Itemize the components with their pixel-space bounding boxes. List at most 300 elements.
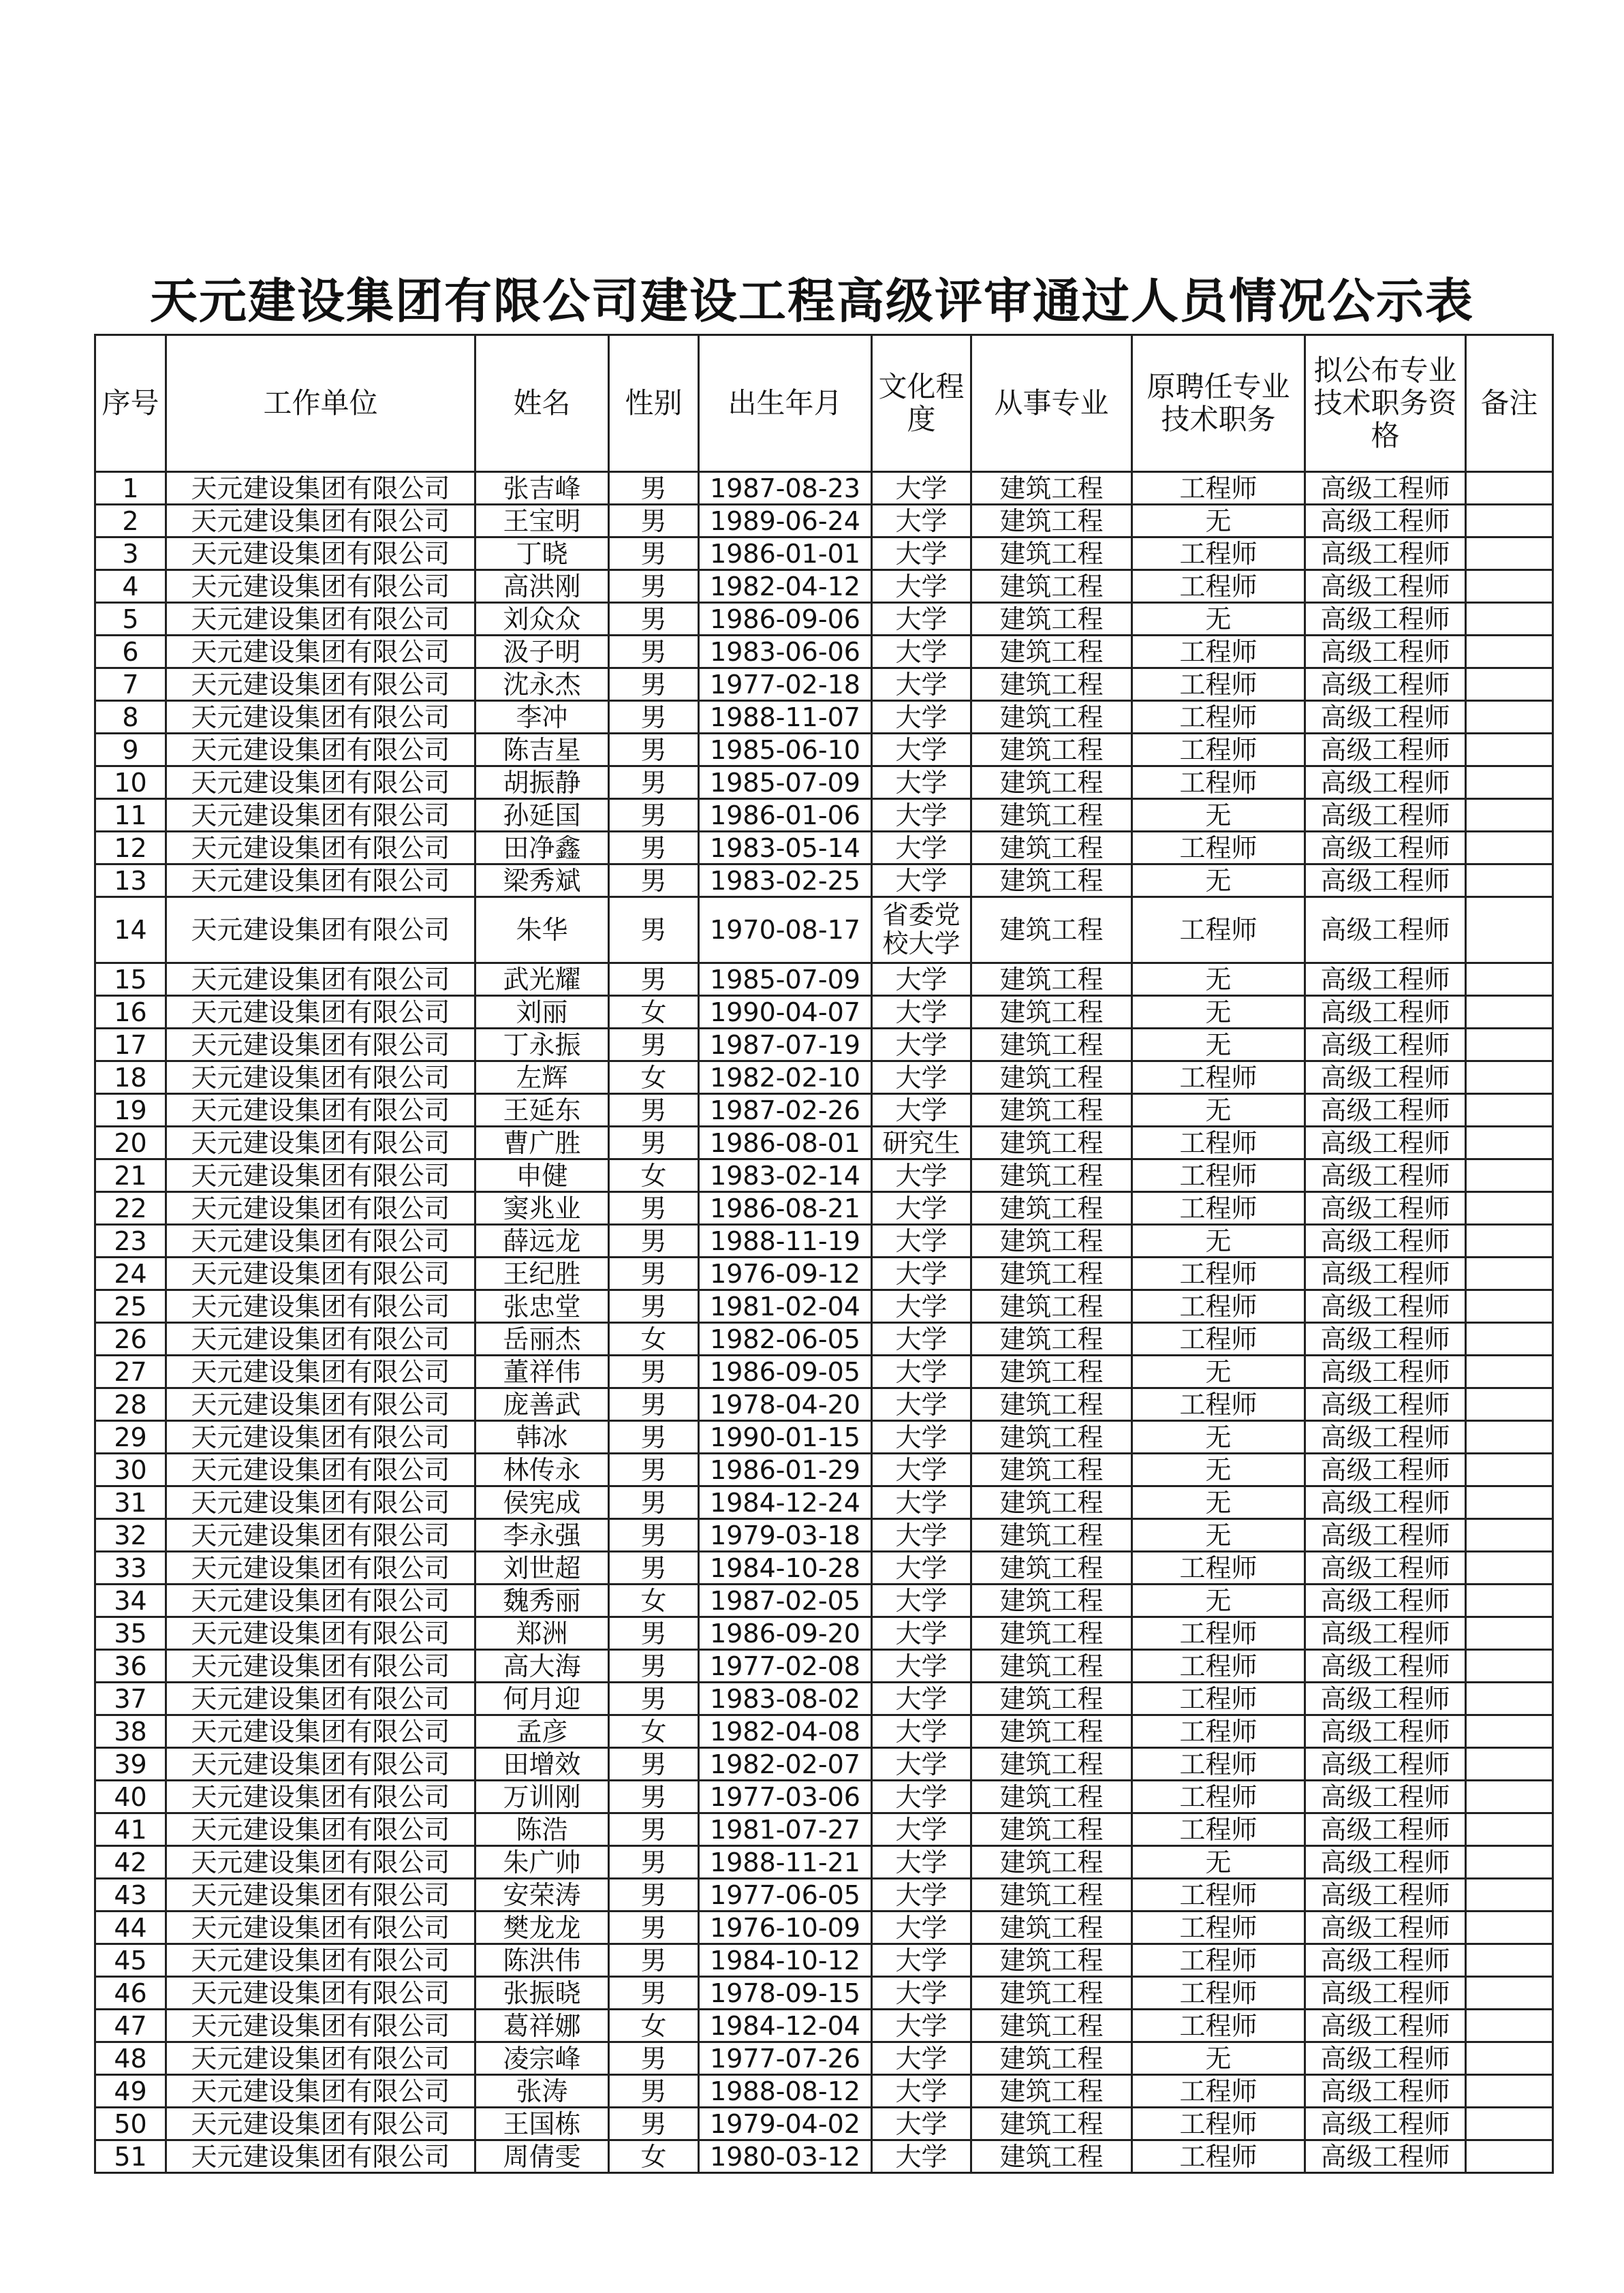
cell-previous-title: 无 — [1132, 1846, 1305, 1879]
cell-previous-title: 工程师 — [1132, 636, 1305, 668]
table-row — [95, 1879, 1553, 1912]
cell-birth: 1983-06-06 — [699, 636, 872, 668]
cell-previous-title: 无 — [1132, 799, 1305, 832]
cell-birth: 1985-07-09 — [699, 963, 872, 996]
cell-note — [1466, 2075, 1553, 2108]
cell-gender: 男 — [609, 1519, 699, 1552]
cell-major: 建筑工程 — [971, 1813, 1132, 1846]
cell-gender: 女 — [609, 1715, 699, 1748]
cell-no: 5 — [95, 603, 166, 636]
cell-name: 万训刚 — [475, 1781, 609, 1813]
cell-name: 王延东 — [475, 1094, 609, 1127]
cell-note — [1466, 963, 1553, 996]
table-row — [95, 2075, 1553, 2108]
cell-note — [1466, 1094, 1553, 1127]
cell-no: 44 — [95, 1912, 166, 1944]
cell-gender: 男 — [609, 897, 699, 963]
cell-birth: 1981-07-27 — [699, 1813, 872, 1846]
table-row — [95, 1585, 1553, 1617]
cell-gender: 男 — [609, 1683, 699, 1715]
cell-gender: 女 — [609, 2010, 699, 2042]
cell-previous-title: 工程师 — [1132, 472, 1305, 505]
cell-proposed-title: 高级工程师 — [1305, 1879, 1466, 1912]
table-row — [95, 864, 1553, 897]
table-row — [95, 996, 1553, 1029]
cell-note — [1466, 734, 1553, 766]
cell-previous-title: 无 — [1132, 1454, 1305, 1486]
cell-education: 大学 — [872, 1519, 971, 1552]
cell-gender: 男 — [609, 1192, 699, 1225]
cell-name: 岳丽杰 — [475, 1323, 609, 1356]
cell-no: 10 — [95, 766, 166, 799]
cell-major: 建筑工程 — [971, 1290, 1132, 1323]
cell-note — [1466, 1388, 1553, 1421]
cell-proposed-title: 高级工程师 — [1305, 2075, 1466, 2108]
cell-gender: 男 — [609, 1617, 699, 1650]
cell-gender: 男 — [609, 570, 699, 603]
cell-gender: 男 — [609, 1813, 699, 1846]
cell-birth: 1988-11-21 — [699, 1846, 872, 1879]
cell-birth: 1976-10-09 — [699, 1912, 872, 1944]
cell-birth: 1985-07-09 — [699, 766, 872, 799]
table-row — [95, 1944, 1553, 1977]
cell-no: 17 — [95, 1029, 166, 1061]
cell-birth: 1977-02-08 — [699, 1650, 872, 1683]
cell-no: 38 — [95, 1715, 166, 1748]
cell-major: 建筑工程 — [971, 1356, 1132, 1388]
table-row — [95, 1846, 1553, 1879]
cell-major: 建筑工程 — [971, 1388, 1132, 1421]
cell-previous-title: 无 — [1132, 2042, 1305, 2075]
cell-proposed-title: 高级工程师 — [1305, 1715, 1466, 1748]
cell-gender: 男 — [609, 1094, 699, 1127]
table-row — [95, 1094, 1553, 1127]
cell-education: 大学 — [872, 1650, 971, 1683]
cell-note — [1466, 1617, 1553, 1650]
cell-major: 建筑工程 — [971, 832, 1132, 864]
cell-no: 47 — [95, 2010, 166, 2042]
cell-no: 45 — [95, 1944, 166, 1977]
cell-unit: 天元建设集团有限公司 — [166, 1192, 475, 1225]
table-row — [95, 1552, 1553, 1585]
cell-birth: 1986-01-01 — [699, 537, 872, 570]
cell-major: 建筑工程 — [971, 1879, 1132, 1912]
cell-birth: 1978-04-20 — [699, 1388, 872, 1421]
cell-name: 窦兆业 — [475, 1192, 609, 1225]
cell-gender: 男 — [609, 1127, 699, 1159]
header-no: 序号 — [95, 335, 166, 472]
cell-gender: 男 — [609, 603, 699, 636]
header-major: 从事专业 — [971, 335, 1132, 472]
cell-no: 43 — [95, 1879, 166, 1912]
cell-major: 建筑工程 — [971, 1715, 1132, 1748]
cell-unit: 天元建设集团有限公司 — [166, 1977, 475, 2010]
cell-name: 郑洲 — [475, 1617, 609, 1650]
cell-name: 韩冰 — [475, 1421, 609, 1454]
cell-gender: 男 — [609, 1912, 699, 1944]
cell-proposed-title: 高级工程师 — [1305, 1813, 1466, 1846]
cell-education: 大学 — [872, 2108, 971, 2140]
cell-note — [1466, 636, 1553, 668]
cell-major: 建筑工程 — [971, 636, 1132, 668]
table-row — [95, 1388, 1553, 1421]
cell-major: 建筑工程 — [971, 701, 1132, 734]
cell-education: 大学 — [872, 1029, 971, 1061]
cell-birth: 1988-08-12 — [699, 2075, 872, 2108]
table-header-row — [95, 335, 1553, 472]
cell-unit: 天元建设集团有限公司 — [166, 1585, 475, 1617]
cell-name: 丁晓 — [475, 537, 609, 570]
cell-birth: 1983-02-25 — [699, 864, 872, 897]
cell-education: 大学 — [872, 1617, 971, 1650]
cell-education: 大学 — [872, 1290, 971, 1323]
cell-no: 48 — [95, 2042, 166, 2075]
cell-unit: 天元建设集团有限公司 — [166, 864, 475, 897]
cell-no: 7 — [95, 668, 166, 701]
table-row — [95, 1323, 1553, 1356]
cell-name: 田净鑫 — [475, 832, 609, 864]
cell-gender: 男 — [609, 2075, 699, 2108]
cell-no: 8 — [95, 701, 166, 734]
cell-no: 21 — [95, 1159, 166, 1192]
cell-unit: 天元建设集团有限公司 — [166, 570, 475, 603]
cell-no: 23 — [95, 1225, 166, 1258]
cell-no: 26 — [95, 1323, 166, 1356]
cell-birth: 1984-10-28 — [699, 1552, 872, 1585]
cell-proposed-title: 高级工程师 — [1305, 2140, 1466, 2173]
header-previous-title: 原聘任专业技术职务 — [1132, 335, 1305, 472]
table-row — [95, 636, 1553, 668]
cell-unit: 天元建设集团有限公司 — [166, 1290, 475, 1323]
cell-gender: 女 — [609, 1585, 699, 1617]
cell-name: 朱广帅 — [475, 1846, 609, 1879]
cell-birth: 1986-01-06 — [699, 799, 872, 832]
cell-major: 建筑工程 — [971, 2140, 1132, 2173]
table-row — [95, 832, 1553, 864]
cell-note — [1466, 1552, 1553, 1585]
cell-unit: 天元建设集团有限公司 — [166, 1650, 475, 1683]
cell-name: 丁永振 — [475, 1029, 609, 1061]
cell-major: 建筑工程 — [971, 864, 1132, 897]
cell-gender: 男 — [609, 2108, 699, 2140]
cell-proposed-title: 高级工程师 — [1305, 897, 1466, 963]
cell-no: 20 — [95, 1127, 166, 1159]
table-row — [95, 1029, 1553, 1061]
cell-major: 建筑工程 — [971, 1323, 1132, 1356]
cell-no: 46 — [95, 1977, 166, 2010]
cell-unit: 天元建设集团有限公司 — [166, 1421, 475, 1454]
cell-proposed-title: 高级工程师 — [1305, 1225, 1466, 1258]
cell-previous-title: 工程师 — [1132, 1748, 1305, 1781]
cell-major: 建筑工程 — [971, 1127, 1132, 1159]
cell-major: 建筑工程 — [971, 1650, 1132, 1683]
cell-major: 建筑工程 — [971, 766, 1132, 799]
cell-birth: 1990-04-07 — [699, 996, 872, 1029]
cell-education: 大学 — [872, 2140, 971, 2173]
cell-birth: 1979-04-02 — [699, 2108, 872, 2140]
cell-gender: 女 — [609, 1061, 699, 1094]
cell-name: 王纪胜 — [475, 1258, 609, 1290]
cell-unit: 天元建设集团有限公司 — [166, 1127, 475, 1159]
cell-major: 建筑工程 — [971, 2042, 1132, 2075]
cell-unit: 天元建设集团有限公司 — [166, 603, 475, 636]
cell-no: 1 — [95, 472, 166, 505]
cell-name: 安荣涛 — [475, 1879, 609, 1912]
table-row — [95, 1715, 1553, 1748]
cell-previous-title: 工程师 — [1132, 1617, 1305, 1650]
cell-name: 申健 — [475, 1159, 609, 1192]
cell-major: 建筑工程 — [971, 1258, 1132, 1290]
cell-education: 大学 — [872, 832, 971, 864]
table-row — [95, 1290, 1553, 1323]
cell-proposed-title: 高级工程师 — [1305, 1617, 1466, 1650]
cell-birth: 1984-10-12 — [699, 1944, 872, 1977]
header-proposed-title: 拟公布专业技术职务资格 — [1305, 335, 1466, 472]
cell-name: 陈浩 — [475, 1813, 609, 1846]
cell-education: 大学 — [872, 2075, 971, 2108]
cell-note — [1466, 701, 1553, 734]
cell-proposed-title: 高级工程师 — [1305, 668, 1466, 701]
cell-no: 13 — [95, 864, 166, 897]
cell-birth: 1981-02-04 — [699, 1290, 872, 1323]
cell-name: 樊龙龙 — [475, 1912, 609, 1944]
table-row — [95, 505, 1553, 537]
cell-birth: 1987-02-05 — [699, 1585, 872, 1617]
cell-proposed-title: 高级工程师 — [1305, 1650, 1466, 1683]
cell-note — [1466, 1454, 1553, 1486]
cell-gender: 女 — [609, 996, 699, 1029]
cell-note — [1466, 1912, 1553, 1944]
table-row — [95, 1912, 1553, 1944]
table-row — [95, 1061, 1553, 1094]
cell-proposed-title: 高级工程师 — [1305, 1159, 1466, 1192]
cell-major: 建筑工程 — [971, 1944, 1132, 1977]
personnel-table — [94, 334, 1554, 2174]
cell-name: 刘世超 — [475, 1552, 609, 1585]
cell-proposed-title: 高级工程师 — [1305, 1944, 1466, 1977]
cell-proposed-title: 高级工程师 — [1305, 472, 1466, 505]
cell-education: 大学 — [872, 864, 971, 897]
cell-no: 28 — [95, 1388, 166, 1421]
cell-education: 大学 — [872, 701, 971, 734]
cell-previous-title: 无 — [1132, 864, 1305, 897]
cell-gender: 男 — [609, 472, 699, 505]
cell-previous-title: 工程师 — [1132, 2140, 1305, 2173]
cell-previous-title: 工程师 — [1132, 1290, 1305, 1323]
cell-major: 建筑工程 — [971, 1846, 1132, 1879]
cell-education: 大学 — [872, 1454, 971, 1486]
cell-major: 建筑工程 — [971, 734, 1132, 766]
cell-note — [1466, 537, 1553, 570]
cell-no: 50 — [95, 2108, 166, 2140]
cell-proposed-title: 高级工程师 — [1305, 1912, 1466, 1944]
cell-education: 省委党校大学 — [872, 897, 971, 963]
table-row — [95, 734, 1553, 766]
cell-education: 大学 — [872, 636, 971, 668]
cell-previous-title: 工程师 — [1132, 1323, 1305, 1356]
cell-note — [1466, 1683, 1553, 1715]
cell-note — [1466, 472, 1553, 505]
cell-gender: 男 — [609, 1290, 699, 1323]
cell-unit: 天元建设集团有限公司 — [166, 963, 475, 996]
cell-no: 15 — [95, 963, 166, 996]
cell-previous-title: 工程师 — [1132, 1879, 1305, 1912]
cell-previous-title: 无 — [1132, 1356, 1305, 1388]
cell-major: 建筑工程 — [971, 472, 1132, 505]
cell-gender: 男 — [609, 1388, 699, 1421]
cell-education: 大学 — [872, 1944, 971, 1977]
table-row — [95, 799, 1553, 832]
cell-unit: 天元建设集团有限公司 — [166, 2140, 475, 2173]
cell-gender: 男 — [609, 1029, 699, 1061]
cell-unit: 天元建设集团有限公司 — [166, 2042, 475, 2075]
cell-no: 27 — [95, 1356, 166, 1388]
cell-unit: 天元建设集团有限公司 — [166, 1061, 475, 1094]
cell-no: 3 — [95, 537, 166, 570]
cell-no: 42 — [95, 1846, 166, 1879]
cell-birth: 1970-08-17 — [699, 897, 872, 963]
cell-previous-title: 工程师 — [1132, 1683, 1305, 1715]
cell-name: 周倩雯 — [475, 2140, 609, 2173]
cell-note — [1466, 1585, 1553, 1617]
cell-major: 建筑工程 — [971, 1094, 1132, 1127]
cell-name: 田增效 — [475, 1748, 609, 1781]
cell-major: 建筑工程 — [971, 1585, 1132, 1617]
cell-education: 大学 — [872, 1715, 971, 1748]
table-row — [95, 766, 1553, 799]
table-row — [95, 1617, 1553, 1650]
cell-proposed-title: 高级工程师 — [1305, 1290, 1466, 1323]
cell-gender: 男 — [609, 799, 699, 832]
cell-gender: 男 — [609, 766, 699, 799]
cell-no: 25 — [95, 1290, 166, 1323]
cell-education: 大学 — [872, 1421, 971, 1454]
table-row — [95, 1258, 1553, 1290]
cell-education: 大学 — [872, 1192, 971, 1225]
cell-name: 孙延国 — [475, 799, 609, 832]
cell-note — [1466, 1421, 1553, 1454]
cell-gender: 男 — [609, 1421, 699, 1454]
cell-birth: 1984-12-24 — [699, 1486, 872, 1519]
cell-gender: 男 — [609, 1879, 699, 1912]
cell-major: 建筑工程 — [971, 537, 1132, 570]
table-row — [95, 1813, 1553, 1846]
cell-education: 大学 — [872, 963, 971, 996]
cell-unit: 天元建设集团有限公司 — [166, 668, 475, 701]
cell-previous-title: 无 — [1132, 996, 1305, 1029]
cell-note — [1466, 1781, 1553, 1813]
cell-unit: 天元建设集团有限公司 — [166, 996, 475, 1029]
cell-birth: 1986-09-05 — [699, 1356, 872, 1388]
cell-previous-title: 工程师 — [1132, 1650, 1305, 1683]
cell-no: 4 — [95, 570, 166, 603]
cell-birth: 1982-06-05 — [699, 1323, 872, 1356]
cell-gender: 男 — [609, 1650, 699, 1683]
cell-birth: 1986-09-06 — [699, 603, 872, 636]
cell-no: 29 — [95, 1421, 166, 1454]
cell-unit: 天元建设集团有限公司 — [166, 1748, 475, 1781]
cell-note — [1466, 2108, 1553, 2140]
table-row — [95, 1977, 1553, 2010]
cell-note — [1466, 832, 1553, 864]
cell-no: 37 — [95, 1683, 166, 1715]
cell-note — [1466, 1977, 1553, 2010]
cell-proposed-title: 高级工程师 — [1305, 1421, 1466, 1454]
cell-proposed-title: 高级工程师 — [1305, 1192, 1466, 1225]
cell-previous-title: 工程师 — [1132, 1258, 1305, 1290]
cell-no: 36 — [95, 1650, 166, 1683]
page-title: 天元建设集团有限公司建设工程高级评审通过人员情况公示表 — [150, 273, 1474, 329]
table-row — [95, 603, 1553, 636]
cell-education: 大学 — [872, 1846, 971, 1879]
cell-previous-title: 无 — [1132, 1585, 1305, 1617]
cell-education: 大学 — [872, 1356, 971, 1388]
cell-name: 李永强 — [475, 1519, 609, 1552]
cell-birth: 1976-09-12 — [699, 1258, 872, 1290]
cell-proposed-title: 高级工程师 — [1305, 1127, 1466, 1159]
table-row — [95, 472, 1553, 505]
cell-education: 大学 — [872, 996, 971, 1029]
cell-unit: 天元建设集团有限公司 — [166, 1029, 475, 1061]
cell-previous-title: 工程师 — [1132, 2075, 1305, 2108]
table-row — [95, 1650, 1553, 1683]
cell-proposed-title: 高级工程师 — [1305, 1454, 1466, 1486]
table-row — [95, 701, 1553, 734]
cell-note — [1466, 799, 1553, 832]
cell-proposed-title: 高级工程师 — [1305, 603, 1466, 636]
table-row — [95, 2042, 1553, 2075]
cell-proposed-title: 高级工程师 — [1305, 2108, 1466, 2140]
cell-note — [1466, 1192, 1553, 1225]
cell-gender: 男 — [609, 1977, 699, 2010]
cell-previous-title: 工程师 — [1132, 2010, 1305, 2042]
cell-no: 14 — [95, 897, 166, 963]
cell-previous-title: 无 — [1132, 1029, 1305, 1061]
table-row — [95, 1683, 1553, 1715]
cell-name: 陈洪伟 — [475, 1944, 609, 1977]
cell-education: 大学 — [872, 734, 971, 766]
cell-proposed-title: 高级工程师 — [1305, 1977, 1466, 2010]
cell-no: 9 — [95, 734, 166, 766]
table-row — [95, 1127, 1553, 1159]
table-row — [95, 537, 1553, 570]
cell-proposed-title: 高级工程师 — [1305, 537, 1466, 570]
cell-unit: 天元建设集团有限公司 — [166, 537, 475, 570]
cell-note — [1466, 1061, 1553, 1094]
cell-gender: 男 — [609, 1225, 699, 1258]
cell-no: 24 — [95, 1258, 166, 1290]
cell-education: 研究生 — [872, 1127, 971, 1159]
cell-no: 2 — [95, 505, 166, 537]
cell-major: 建筑工程 — [971, 1977, 1132, 2010]
cell-name: 王宝明 — [475, 505, 609, 537]
cell-previous-title: 工程师 — [1132, 1192, 1305, 1225]
cell-name: 刘丽 — [475, 996, 609, 1029]
cell-gender: 男 — [609, 832, 699, 864]
cell-proposed-title: 高级工程师 — [1305, 2010, 1466, 2042]
cell-note — [1466, 1290, 1553, 1323]
cell-note — [1466, 570, 1553, 603]
cell-previous-title: 无 — [1132, 1421, 1305, 1454]
cell-education: 大学 — [872, 2010, 971, 2042]
cell-proposed-title: 高级工程师 — [1305, 996, 1466, 1029]
cell-proposed-title: 高级工程师 — [1305, 1781, 1466, 1813]
cell-note — [1466, 1258, 1553, 1290]
cell-education: 大学 — [872, 1225, 971, 1258]
cell-no: 51 — [95, 2140, 166, 2173]
cell-birth: 1988-11-19 — [699, 1225, 872, 1258]
cell-proposed-title: 高级工程师 — [1305, 2042, 1466, 2075]
